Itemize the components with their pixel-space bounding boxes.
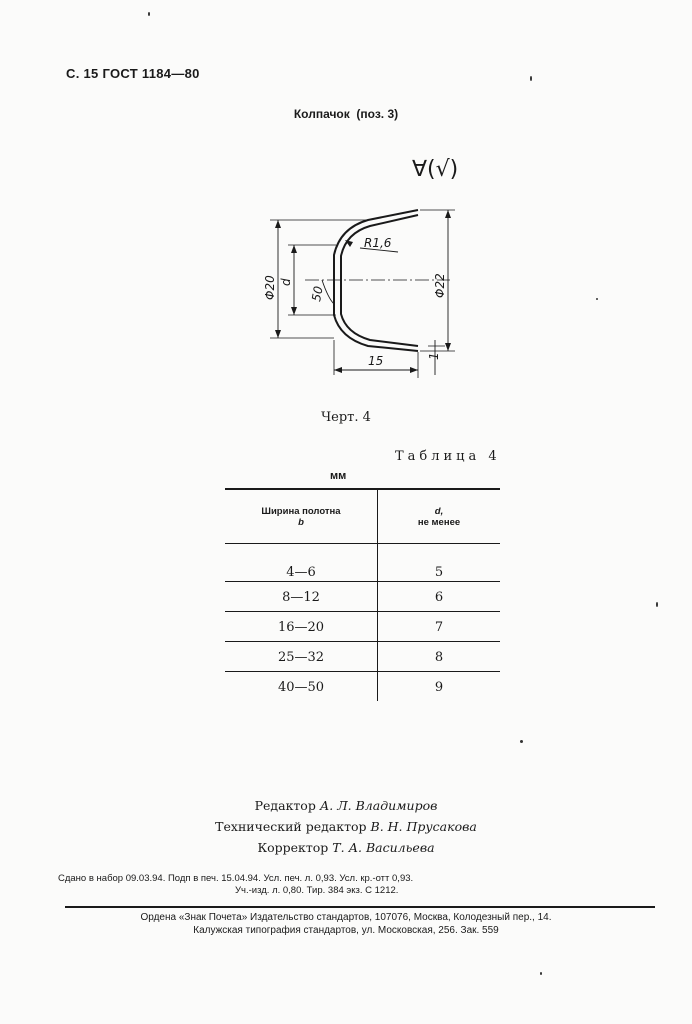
scan-speck: [656, 602, 658, 607]
dim-radius: R1,6: [364, 236, 392, 250]
table-row: 4—6 5: [225, 544, 500, 582]
table-row: 8—12 6: [225, 582, 500, 612]
table-units: мм: [330, 470, 347, 482]
scan-speck: [540, 972, 542, 975]
figure-caption: Черт. 4: [321, 410, 371, 425]
table-row: 25—32 8: [225, 642, 500, 672]
dimension-lines: [278, 210, 448, 375]
publisher-line-1: Ордена «Знак Почета» Издательство стандартов, 107076, Москва, Колодезный пер., 14.: [140, 912, 552, 923]
dim-d: d: [279, 278, 293, 286]
cap-profile: [334, 210, 418, 351]
dim-diameter-22: Φ22: [433, 273, 447, 298]
col-header-d: d, не менее: [378, 489, 501, 544]
publisher-line-2: Калужская типография стандартов, ул. Московская, 256. Зак. 559: [193, 925, 499, 936]
technical-drawing: [250, 200, 480, 390]
dim-angle: 50: [309, 285, 326, 303]
part-name: Колпачок: [293, 107, 350, 121]
scan-speck: [148, 12, 150, 16]
part-position: (поз. 3): [356, 107, 399, 121]
credit-corrector: Корректор Т. А. Васильева: [257, 840, 435, 855]
imprint-line-1: Сдано в набор 09.03.94. Подп в печ. 15.04.94. Усл. печ. л. 0,93. Усл. кр.-отт 0,93.: [58, 873, 414, 884]
dim-length: 15: [368, 354, 384, 368]
dim-outer-diameter: Φ20: [263, 275, 277, 300]
arrowheads: [275, 210, 451, 373]
scan-speck: [596, 298, 598, 300]
footer-rule: [65, 906, 655, 908]
scan-speck: [520, 740, 523, 743]
imprint-line-2: Уч.-изд. л. 0,80. Тир. 384 экз. С 1212.: [235, 885, 399, 896]
credit-tech-editor: Технический редактор В. Н. Прусакова: [215, 819, 477, 834]
table-row: 16—20 7: [225, 612, 500, 642]
page-header: С. 15 ГОСТ 1184—80: [66, 66, 200, 81]
dim-thickness: 1: [427, 352, 441, 360]
table-title: Таблица 4: [395, 449, 501, 464]
credit-editor: Редактор А. Л. Владимиров: [254, 798, 438, 813]
roughness-symbol: ∀(√): [412, 157, 459, 182]
part-title: [0, 107, 692, 121]
table-row: 40—50 9: [225, 672, 500, 702]
scan-speck: [530, 76, 532, 81]
spec-table: [225, 488, 500, 701]
col-header-width: Ширина полотна b: [225, 489, 378, 544]
